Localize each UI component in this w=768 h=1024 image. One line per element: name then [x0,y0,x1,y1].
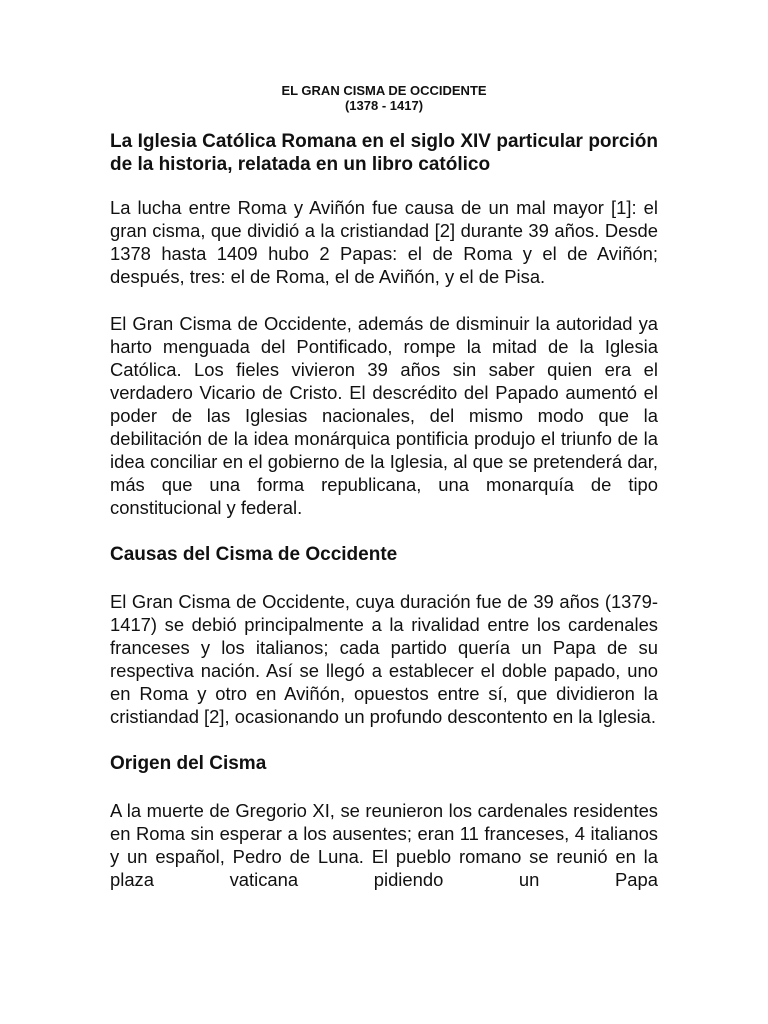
document-page [110,83,658,915]
section-heading-origen: Origen del Cisma [110,753,267,774]
intro-paragraph-2: El Gran Cisma de Occidente, además de disminuir la autoridad ya harto menguada del Pontificado, rompe la mitad de la Iglesia Católica. Los fieles vivieron 39 años sin saber quien era el verdadero Vicario de Cristo. El descrédito del Papado aumentó el poder de las Iglesias nacionales, del mismo modo que la debilitación de la idea monárquica pontificia produjo el triunfo de la idea conciliar en el gobierno de la Iglesia, al que se pretenderá dar, más que una forma republicana, una monarquía de tipo constitucional y federal. [110,313,658,518]
section-heading-causas: Causas del Cisma de Occidente [110,544,398,565]
section-paragraph-causas: El Gran Cisma de Occidente, cuya duración fue de 39 años (1379-1417) se debió principalmente a la rivalidad entre los cardenales franceses y los italianos; cada partido quería un Papa de su respectiva nación. Así se llegó a establecer el doble papado, uno en Roma y otro en Aviñón, opuestos entre sí, que dividieron la cristiandad [2], ocasionando un profundo descontento en la Iglesia. [110,591,658,727]
document-subtitle: (1378 - 1417) [344,98,424,113]
document-title: EL GRAN CISMA DE OCCIDENTE [281,83,487,98]
intro-paragraph-1: La lucha entre Roma y Aviñón fue causa de un mal mayor [1]: el gran cisma, que dividió a la cristiandad [2] durante 39 años. Desde 1378 hasta 1409 hubo 2 Papas: el de Roma y el de Aviñón; después, tres: el de Roma, el de Aviñón, y el de Pisa. [110,197,658,287]
section-paragraph-origen: A la muerte de Gregorio XI, se reunieron los cardenales residentes en Roma sin esperar a los ausentes; eran 11 franceses, 4 italianos y un español, Pedro de Luna. El pueblo romano se reunió en la plaza vaticana pidiendo un Papa [110,800,658,890]
lead-heading: La Iglesia Católica Romana en el siglo XIV particular porción de la historia, relatada en un libro católico [110,131,658,175]
